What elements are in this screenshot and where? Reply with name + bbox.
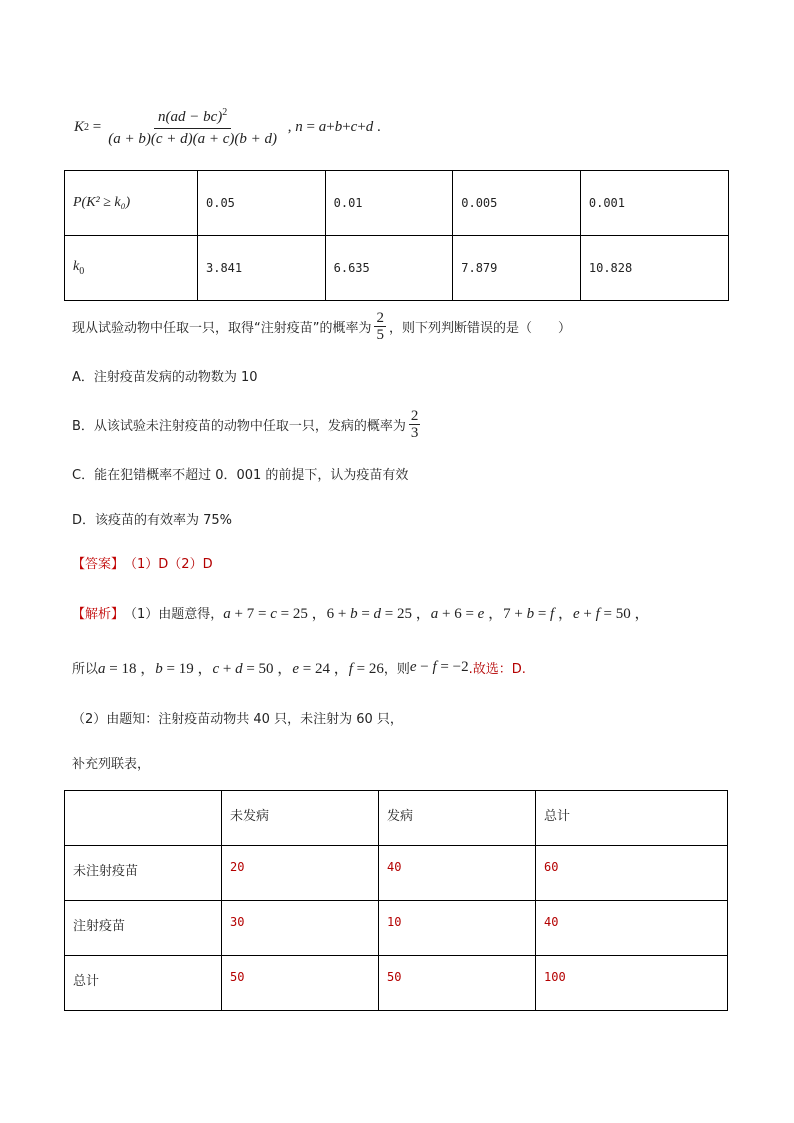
choose-text: .故选：D. xyxy=(468,661,526,677)
stem-text: 现从试验动物中任取一只，取得“注射疫苗”的概率为 xyxy=(72,320,372,336)
table-cell: 40 xyxy=(379,846,536,901)
option-a: A．注射疫苗发病的动物数为 10 xyxy=(72,369,258,385)
contingency-table xyxy=(64,790,728,1011)
option-b: B．从该试验未注射疫苗的动物中任取一只，发病的概率为 2 3 xyxy=(72,407,419,441)
solution-values: a = 18 ，b = 19 ，c + d = 50 ，e = 24 ，f = 26 xyxy=(98,660,384,677)
table-cell: 7.879 xyxy=(453,236,581,301)
table-row xyxy=(65,901,728,956)
table-cell: 0.001 xyxy=(580,171,728,236)
table-cell: 60 xyxy=(536,846,728,901)
row-label: 未注射疫苗 xyxy=(65,846,222,901)
stem-text-end: ，则下列判断错误的是（ ） xyxy=(388,320,571,336)
critical-value-table xyxy=(64,170,729,301)
table-row xyxy=(65,956,728,1011)
table-cell: 20 xyxy=(222,846,379,901)
stem-fraction: 2 5 xyxy=(376,309,384,343)
table-cell: 6.635 xyxy=(325,236,453,301)
analysis-line-3: （2）由题知：注射疫苗动物共 40 只，未注射为 60 只， xyxy=(72,711,403,727)
formula-fraction: $\frac{n(ad - bc)^2}{(a + b)(c + d)(a + c)(b + d)}$ xyxy=(108,106,277,147)
table-row xyxy=(65,791,728,846)
equation-list: a + 7 = c = 25 ，6 + b = d = 25 ，a + 6 = e ，7 + b = f ，e + f = 50 ， xyxy=(223,605,650,622)
analysis-label: 【解析】 xyxy=(72,606,125,622)
table-cell: 10.828 xyxy=(580,236,728,301)
answer-label: 【答案】 xyxy=(72,556,125,572)
k-squared-formula: K 2 = $\frac{n(ad - bc)^2}{(a + b)(c + d)(a + c)(b + d)}$ , n = a + b + c + d . xyxy=(74,106,381,147)
table-cell: 30 xyxy=(222,901,379,956)
table-cell: 40 xyxy=(536,901,728,956)
table-cell: 50 xyxy=(379,956,536,1011)
option-d: D．该疫苗的有效率为 75% xyxy=(72,512,233,528)
option-c: C．能在犯错概率不超过 0．001 的前提下，认为疫苗有效 xyxy=(72,467,409,483)
k-header-cell: $k_0$ xyxy=(65,236,198,301)
table-cell: 3.841 xyxy=(198,236,326,301)
table-cell: 50 xyxy=(222,956,379,1011)
row-label: 总计 xyxy=(65,956,222,1011)
analysis-line-1 xyxy=(72,601,650,623)
analysis-line-4: 补充列联表， xyxy=(72,756,151,772)
p-header-cell: P(K² ≥ k₀) xyxy=(65,171,198,236)
analysis-line-2 xyxy=(72,656,526,678)
table-cell: 10 xyxy=(379,901,536,956)
table-row xyxy=(65,846,728,901)
option-b-fraction: 2 3 xyxy=(410,407,419,441)
difference-result: e − f = −2 xyxy=(409,658,469,675)
table-cell: 100 xyxy=(536,956,728,1011)
question-stem xyxy=(72,306,571,346)
table-row xyxy=(65,236,729,301)
table-header-cell xyxy=(65,791,222,846)
table-cell: 0.005 xyxy=(453,171,581,236)
answer-text: （1）D（2）D xyxy=(124,556,213,572)
table-header-cell: 发病 xyxy=(379,791,536,846)
answer-line xyxy=(72,552,213,572)
table-cell: 0.01 xyxy=(325,171,453,236)
analysis-intro: （1）由题意得， xyxy=(124,606,224,622)
table-header-cell: 总计 xyxy=(536,791,728,846)
table-header-cell: 未发病 xyxy=(222,791,379,846)
table-cell: 0.05 xyxy=(198,171,326,236)
then-text: ，则 xyxy=(383,661,410,677)
row-label: 注射疫苗 xyxy=(65,901,222,956)
table-row xyxy=(65,171,729,236)
so-text: 所以 xyxy=(72,661,99,677)
